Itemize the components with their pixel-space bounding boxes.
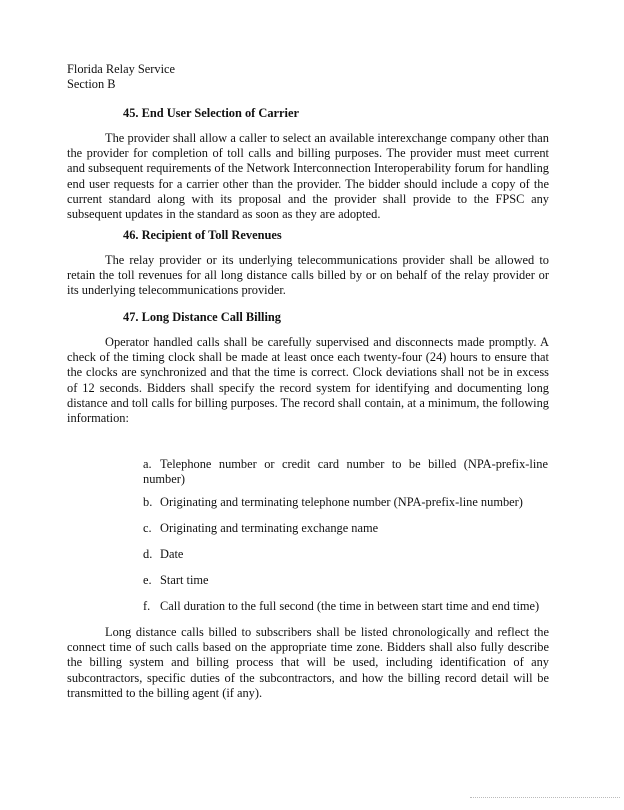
list-marker: b. <box>143 495 153 509</box>
list-item-c <box>143 521 548 536</box>
list-text: Start time <box>160 573 209 587</box>
list-text: Originating and terminating exchange name <box>160 521 379 535</box>
closing-paragraph <box>67 625 549 701</box>
section-45-text: The provider shall allow a caller to select an available interexchange company other than the provider for completion of toll calls and billing purposes. The provider must meet current and subsequent requirements of the Network Interconnection Interoperability forum for handling end user requests for a carrier other than the provider. The bidder should include a copy of the current standard along with its proposal and the provider shall provide to the FPSC any subsequent updates in the standard as soon as they are adopted. <box>67 131 549 222</box>
list-marker: a. <box>143 457 152 471</box>
list-marker: d. <box>143 547 153 561</box>
list-marker: e. <box>143 573 152 587</box>
list-item-e <box>143 573 548 588</box>
list-item-d <box>143 547 548 562</box>
list-item-f <box>143 599 563 614</box>
list-text: Telephone number or credit card number to be billed (NPA-prefix-line number) <box>143 457 548 487</box>
section-46-heading: 46. Recipient of Toll Revenues <box>123 228 282 242</box>
list-marker: f. <box>143 599 151 613</box>
header-line-1: Florida Relay Service <box>67 62 176 76</box>
section-47-text: Operator handled calls shall be carefully supervised and disconnects made promptly. A check of the timing clock shall be made at least once each twenty-four (24) hours to ensure that the clocks are synchronized and that the time is correct. Clock deviations shall not be in excess of 12 seconds. Bidders shall specify the record system for identifying and documenting long distance and toll calls for billing purposes. The record shall contain, at a minimum, the following information: <box>67 335 549 426</box>
list-item-b <box>143 495 548 510</box>
header-line-2: Section B <box>67 77 116 91</box>
section-47-paragraph <box>67 335 549 426</box>
list-text: Date <box>160 547 184 561</box>
section-45-heading: 45. End User Selection of Carrier <box>123 106 299 120</box>
scan-edge-mark <box>470 797 620 799</box>
list-item-a <box>143 457 548 487</box>
list-marker: c. <box>143 521 152 535</box>
page-header <box>67 62 175 92</box>
list-text: Call duration to the full second (the time in between start time and end time) <box>160 599 540 613</box>
list-text: Originating and terminating telephone number (NPA-prefix-line number) <box>160 495 523 509</box>
section-45-paragraph <box>67 131 549 222</box>
section-47-heading: 47. Long Distance Call Billing <box>123 310 281 324</box>
section-46-text: The relay provider or its underlying telecommunications provider shall be allowed to retain the toll revenues for all long distance calls billed by or on behalf of the relay provider or its underlying telecommunications provider. <box>67 253 549 298</box>
closing-text: Long distance calls billed to subscribers shall be listed chronologically and reflect the connect time of such calls based on the appropriate time zone. Bidders shall also fully describe the billing system and billing process that will be used, including identification of any subcontractors, specific duties of the subcontractors, and how the billing record detail will be transmitted to the billing agent (if any). <box>67 625 549 700</box>
section-46-paragraph <box>67 253 549 299</box>
